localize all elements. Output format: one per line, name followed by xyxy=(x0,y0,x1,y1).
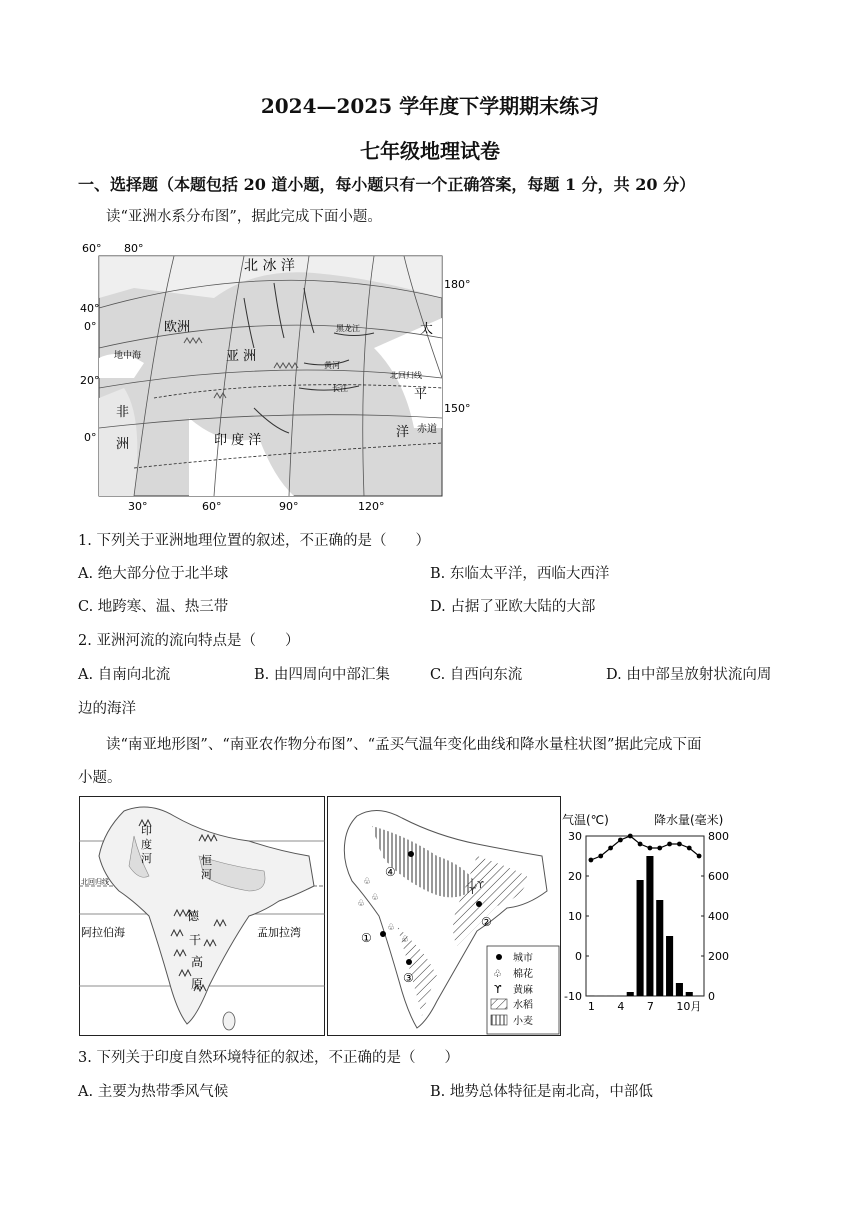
lat-40: 40° xyxy=(80,302,100,315)
indian-ocean-label: 印 度 洋 xyxy=(214,433,262,448)
asia-water-map xyxy=(74,238,474,514)
x-tick-label: 7 xyxy=(646,1000,654,1013)
svg-text:♧: ♧ xyxy=(387,923,396,933)
south-asia-crop-map xyxy=(327,796,561,1036)
right-tick-label: 200 xyxy=(708,950,729,963)
indus-label-2: 度 xyxy=(141,838,152,851)
temperature-point xyxy=(638,842,643,847)
temperature-point xyxy=(697,854,702,859)
marker-2: ② xyxy=(481,915,492,929)
intro-text-2-line1: 读“南亚地形图”、“南亚农作物分布图”、“孟买气温年变化曲线和降水量柱状图”据此完成下面 xyxy=(106,737,702,753)
x-tick-label: 4 xyxy=(617,1000,625,1013)
left-tick-label: 20 xyxy=(568,870,582,883)
africa-label-2: 洲 xyxy=(116,437,130,452)
precipitation-bar xyxy=(676,983,683,996)
q1-stem: 1. 下列关于亚洲地理位置的叙述，不正确的是（ ） xyxy=(78,533,430,549)
temperature-point xyxy=(608,846,613,851)
q1-option-c[interactable]: C. 地跨寒、温、热三带 xyxy=(78,599,229,615)
arabian-sea-label: 阿拉伯海 xyxy=(81,926,125,939)
lon-30-bottom: 30° xyxy=(128,500,148,513)
tropic-label: 北回归线 xyxy=(390,371,422,380)
pacific-label-2: 平 xyxy=(414,387,428,402)
marker-4: ④ xyxy=(385,865,396,879)
left-tick-label: -10 xyxy=(564,990,582,1003)
arctic-ocean-label: 北 冰 洋 xyxy=(244,258,295,274)
lon-150: 150° xyxy=(444,402,471,415)
q3-option-a[interactable]: A. 主要为热带季风气候 xyxy=(78,1084,229,1100)
x-tick-label: 1 xyxy=(587,1000,595,1013)
svg-text:ϒ: ϒ xyxy=(477,880,484,891)
q2-option-a[interactable]: A. 自南向北流 xyxy=(78,667,171,683)
q1-option-b[interactable]: B. 东临太平洋，西临大西洋 xyxy=(430,566,610,582)
mediterranean-label: 地中海 xyxy=(114,351,142,361)
svg-text:♧: ♧ xyxy=(401,935,410,945)
precipitation-bar xyxy=(637,880,644,996)
temperature-point xyxy=(667,842,672,847)
left-tick-label: 10 xyxy=(568,910,582,923)
marker-3: ③ xyxy=(403,971,414,985)
legend-city: 城市 xyxy=(513,953,533,964)
temperature-point xyxy=(598,854,603,859)
svg-text:♧: ♧ xyxy=(371,893,380,903)
indus-label-1: 印 xyxy=(141,824,152,837)
chart-right-axis-label: 降水量(毫米) xyxy=(654,813,724,827)
q1-option-a[interactable]: A. 绝大部分位于北半球 xyxy=(78,566,229,582)
left-tick-label: 30 xyxy=(568,830,582,843)
chart-frame xyxy=(586,836,704,996)
south-asia-terrain-map xyxy=(79,796,325,1036)
equator-label: 赤道 xyxy=(417,424,437,435)
ganges-label-1: 恒 xyxy=(201,854,212,867)
q2-option-c[interactable]: C. 自西向东流 xyxy=(430,667,523,683)
svg-text:♧: ♧ xyxy=(493,969,502,980)
section-heading: 一、选择题（本题包括 20 道小题，每小题只有一个正确答案，每题 1 分，共 20 分） xyxy=(78,175,696,194)
deccan-label-1: 德 xyxy=(187,909,200,923)
temperature-point xyxy=(687,846,692,851)
temperature-line xyxy=(591,836,699,860)
asia-label: 亚 洲 xyxy=(226,349,257,364)
lon-120-bottom: 120° xyxy=(358,500,385,513)
x-tick-label: 10月 xyxy=(676,1000,702,1013)
bay-of-bengal-label: 孟加拉湾 xyxy=(257,926,301,939)
q2-option-d[interactable]: D. 由中部呈放射状流向周 xyxy=(606,667,772,683)
lat-0-bottom: 0° xyxy=(84,431,97,444)
indus-label-3: 河 xyxy=(141,852,152,865)
intro-text-1: 读“亚洲水系分布图”，据此完成下面小题。 xyxy=(106,209,382,225)
chart-left-axis-label: 气温(℃) xyxy=(562,813,609,827)
right-tick-label: 400 xyxy=(708,910,729,923)
q3-option-b[interactable]: B. 地势总体特征是南北高，中部低 xyxy=(430,1084,653,1100)
lat-0-top: 0° xyxy=(84,320,97,333)
svg-text:ϒ: ϒ xyxy=(469,886,476,897)
right-tick-label: 800 xyxy=(708,830,729,843)
temperature-point xyxy=(657,846,662,851)
africa-label-1: 非 xyxy=(116,405,130,420)
lon-90-bottom: 90° xyxy=(279,500,299,513)
pacific-label-1: 太 xyxy=(420,322,434,337)
precipitation-bar xyxy=(656,900,663,996)
mumbai-climate-chart xyxy=(560,810,750,1028)
ganges-label-2: 河 xyxy=(201,868,212,881)
left-tick-label: 0 xyxy=(575,950,582,963)
legend-wheat: 小麦 xyxy=(513,1016,533,1027)
legend-jute: 黄麻 xyxy=(513,985,533,996)
pacific-label-3: 洋 xyxy=(396,425,410,440)
precipitation-bar xyxy=(646,856,653,996)
lon-80-top: 80° xyxy=(124,242,144,255)
deccan-label-2: 干 xyxy=(189,933,202,947)
lat-20: 20° xyxy=(80,374,100,387)
changjiang-label: 长江 xyxy=(332,384,348,393)
temperature-point xyxy=(589,858,594,863)
precipitation-bar xyxy=(627,992,634,996)
right-tick-label: 0 xyxy=(708,990,715,1003)
deccan-label-4: 原 xyxy=(191,977,204,991)
svg-text:ϒ: ϒ xyxy=(494,983,502,996)
europe-label: 欧洲 xyxy=(164,320,191,335)
legend-rice: 水稻 xyxy=(513,1000,533,1011)
q2-option-d-cont: 边的海洋 xyxy=(78,701,136,717)
q2-option-b[interactable]: B. 由四周向中部汇集 xyxy=(254,667,390,683)
exam-subtitle: 七年级地理试卷 xyxy=(360,139,500,163)
huanghe-label: 黄河 xyxy=(324,361,340,370)
temperature-point xyxy=(648,846,653,851)
marker-1: ① xyxy=(361,931,372,945)
intro-text-2-line2: 小题。 xyxy=(78,770,122,786)
temperature-point xyxy=(628,834,633,839)
right-tick-label: 600 xyxy=(708,870,729,883)
legend-cotton: 棉花 xyxy=(513,969,533,980)
svg-text:♧: ♧ xyxy=(357,899,366,909)
q2-stem: 2. 亚洲河流的流向特点是（ ） xyxy=(78,633,300,649)
deccan-label-3: 高 xyxy=(191,955,204,969)
q3-stem: 3. 下列关于印度自然环境特征的叙述，不正确的是（ ） xyxy=(78,1050,459,1066)
temperature-point xyxy=(677,842,682,847)
precipitation-bar xyxy=(686,992,693,996)
temperature-point xyxy=(618,838,623,843)
q1-option-d[interactable]: D. 占据了亚欧大陆的大部 xyxy=(430,599,596,615)
precipitation-bar xyxy=(666,936,673,996)
svg-text:♧: ♧ xyxy=(363,877,372,887)
exam-title: 2024—2025 学年度下学期期末练习 xyxy=(260,94,600,118)
heilongjiang-label: 黑龙江 xyxy=(336,324,360,333)
lon-60-top: 60° xyxy=(82,242,102,255)
tropic-label-2: 北回归线 xyxy=(81,878,109,886)
lon-60-bottom: 60° xyxy=(202,500,222,513)
lon-180: 180° xyxy=(444,278,471,291)
